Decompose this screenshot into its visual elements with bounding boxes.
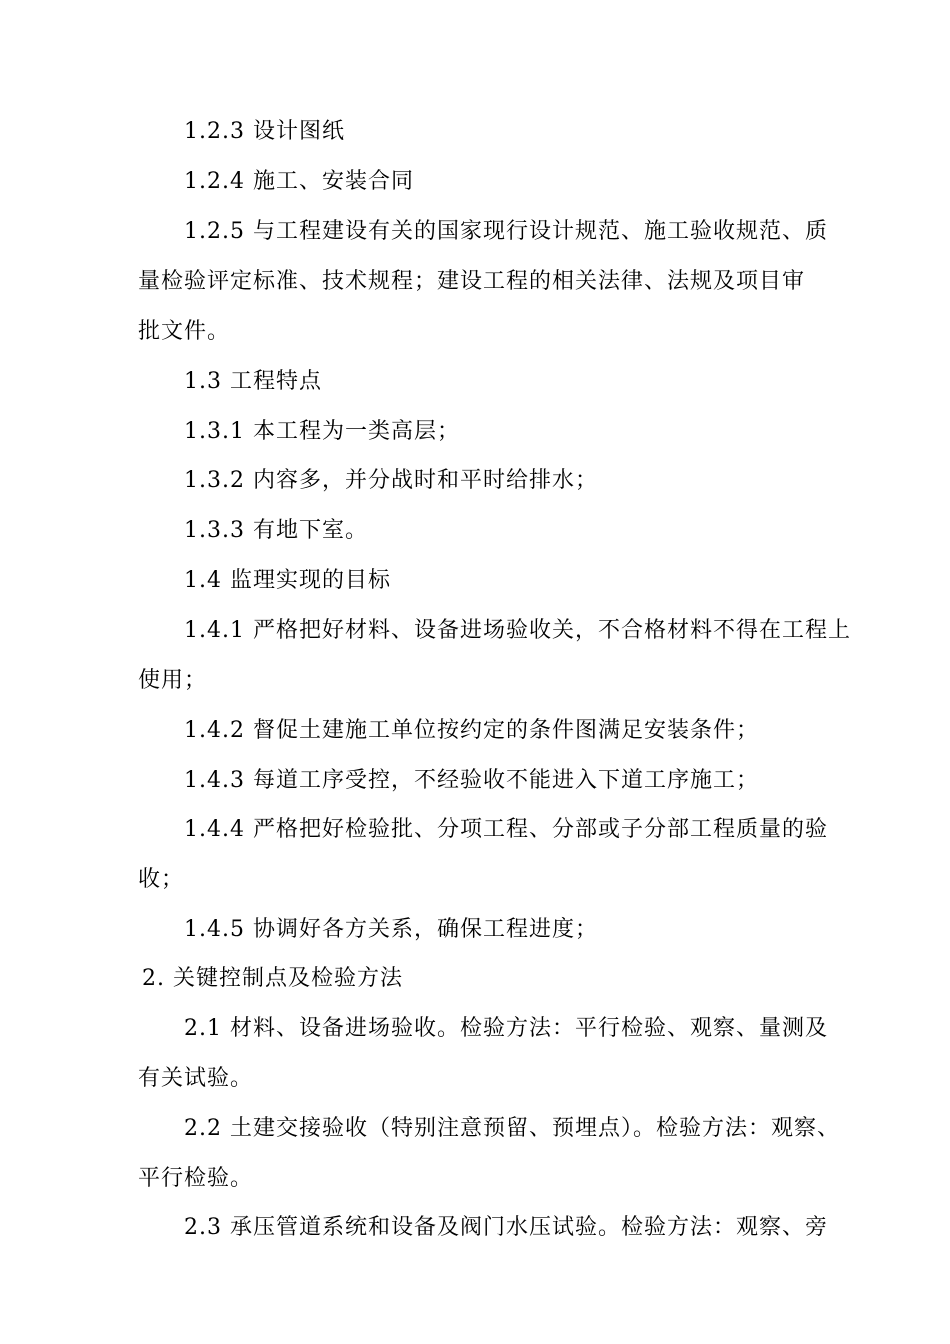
line-1-3-3: 1.3.3 有地下室。 xyxy=(184,518,368,543)
line-2-1: 2.1 材料、设备进场验收。检验方法：平行检验、观察、量测及 xyxy=(184,1016,828,1041)
line-1-4-2: 1.4.2 督促土建施工单位按约定的条件图满足安装条件； xyxy=(184,718,759,743)
line-1-3-2: 1.3.2 内容多，并分战时和平时给排水； xyxy=(184,468,598,493)
line-1-4-1: 1.4.1 严格把好材料、设备进场验收关，不合格材料不得在工程上 xyxy=(184,618,851,643)
line-1-2-5-cont-2: 批文件。 xyxy=(138,319,231,344)
heading-1-4: 1.4 监理实现的目标 xyxy=(184,568,391,593)
line-2-1-cont: 有关试验。 xyxy=(138,1066,254,1091)
line-1-4-1-cont: 使用； xyxy=(138,668,208,693)
line-1-4-5: 1.4.5 协调好各方关系，确保工程进度； xyxy=(184,917,598,942)
line-2-3: 2.3 承压管道系统和设备及阀门水压试验。检验方法：观察、旁 xyxy=(184,1215,828,1240)
line-1-2-5: 1.2.5 与工程建设有关的国家现行设计规范、施工验收规范、质 xyxy=(184,219,828,244)
line-1-3-1: 1.3.1 本工程为一类高层； xyxy=(184,419,460,444)
line-1-4-3: 1.4.3 每道工序受控，不经验收不能进入下道工序施工； xyxy=(184,768,759,793)
heading-2: 2. 关键控制点及检验方法 xyxy=(142,966,403,991)
line-1-4-4: 1.4.4 严格把好检验批、分项工程、分部或子分部工程质量的验 xyxy=(184,817,828,842)
line-2-2: 2.2 土建交接验收（特别注意预留、预埋点）。检验方法：观察、 xyxy=(184,1116,840,1141)
line-2-2-cont: 平行检验。 xyxy=(138,1166,254,1191)
line-1-2-3: 1.2.3 设计图纸 xyxy=(184,119,345,144)
line-1-2-4: 1.2.4 施工、安装合同 xyxy=(184,169,414,194)
line-1-2-5-cont-1: 量检验评定标准、技术规程；建设工程的相关法律、法规及项目审 xyxy=(138,269,806,294)
line-1-4-4-cont: 收； xyxy=(138,867,185,892)
heading-1-3: 1.3 工程特点 xyxy=(184,369,322,394)
